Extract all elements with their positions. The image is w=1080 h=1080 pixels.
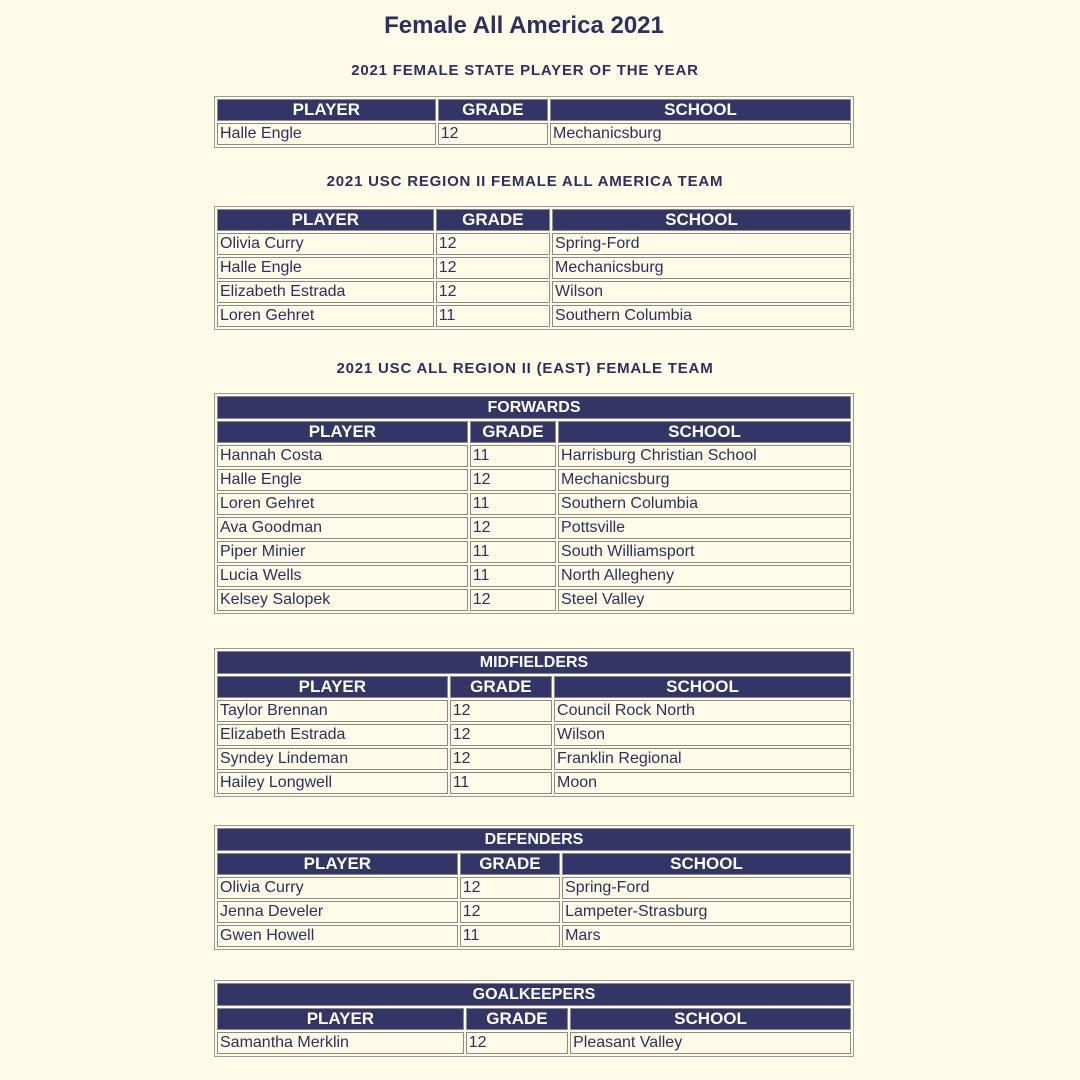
player-cell: Hailey Longwell	[217, 772, 448, 794]
school-cell: Wilson	[552, 281, 851, 303]
table-row	[217, 281, 851, 303]
player-cell: Elizabeth Estrada	[217, 724, 448, 746]
table-row	[217, 257, 851, 279]
school-cell: Southern Columbia	[552, 305, 851, 327]
player-cell: Olivia Curry	[217, 877, 458, 899]
school-cell: Franklin Regional	[554, 748, 851, 770]
school-cell: Mechanicsburg	[550, 123, 851, 145]
group-header-row	[217, 828, 851, 851]
table-row	[217, 925, 851, 947]
grade-cell: 11	[450, 772, 552, 794]
group-title-goalkeepers: GOALKEEPERS	[217, 983, 851, 1006]
school-cell: Moon	[554, 772, 851, 794]
table-row	[217, 700, 851, 722]
table-row	[217, 901, 851, 923]
grade-cell: 11	[470, 493, 556, 515]
player-cell: Gwen Howell	[217, 925, 458, 947]
group-header-row	[217, 983, 851, 1006]
table-row	[217, 305, 851, 327]
column-header-player: PLAYER	[217, 853, 458, 875]
all-america-table	[214, 206, 854, 330]
school-cell: Mars	[562, 925, 851, 947]
column-header-school: SCHOOL	[550, 99, 851, 121]
table-row	[217, 877, 851, 899]
player-cell: Taylor Brennan	[217, 700, 448, 722]
table-row	[217, 772, 851, 794]
grade-cell: 12	[450, 724, 552, 746]
table-row	[217, 493, 851, 515]
grade-cell: 11	[470, 541, 556, 563]
table-header-row	[217, 99, 851, 121]
school-cell: Spring-Ford	[552, 233, 851, 255]
school-cell: Pleasant Valley	[570, 1032, 851, 1054]
page-title: Female All America 2021	[384, 12, 664, 39]
player-cell: Lucia Wells	[217, 565, 468, 587]
section-title-all-america: 2021 USC REGION II FEMALE ALL AMERICA TEAM	[326, 173, 724, 190]
column-header-player: PLAYER	[217, 421, 468, 443]
column-header-grade: GRADE	[450, 676, 552, 698]
grade-cell: 12	[470, 469, 556, 491]
table-row	[217, 1032, 851, 1054]
column-header-school: SCHOOL	[562, 853, 851, 875]
table-header-row	[217, 1008, 851, 1030]
column-header-grade: GRADE	[438, 99, 548, 121]
school-cell: Southern Columbia	[558, 493, 851, 515]
column-header-grade: GRADE	[436, 209, 550, 231]
player-cell: Halle Engle	[217, 123, 436, 145]
grade-cell: 12	[438, 123, 548, 145]
table-row	[217, 123, 851, 145]
grade-cell: 12	[450, 748, 552, 770]
player-cell: Halle Engle	[217, 469, 468, 491]
table-row	[217, 233, 851, 255]
player-cell: Halle Engle	[217, 257, 434, 279]
school-cell: South Williamsport	[558, 541, 851, 563]
school-cell: Spring-Ford	[562, 877, 851, 899]
table-row	[217, 445, 851, 467]
player-of-year-table	[214, 96, 854, 148]
grade-cell: 12	[466, 1032, 568, 1054]
grade-cell: 11	[470, 565, 556, 587]
column-header-player: PLAYER	[217, 676, 448, 698]
school-cell: Steel Valley	[558, 589, 851, 611]
goalkeepers-table	[214, 980, 854, 1057]
grade-cell: 12	[436, 233, 550, 255]
column-header-school: SCHOOL	[570, 1008, 851, 1030]
school-cell: North Allegheny	[558, 565, 851, 587]
school-cell: Mechanicsburg	[558, 469, 851, 491]
table-row	[217, 724, 851, 746]
school-cell: Council Rock North	[554, 700, 851, 722]
grade-cell: 11	[460, 925, 560, 947]
player-cell: Samantha Merklin	[217, 1032, 464, 1054]
grade-cell: 11	[470, 445, 556, 467]
defenders-table	[214, 825, 854, 950]
grade-cell: 12	[436, 281, 550, 303]
grade-cell: 11	[436, 305, 550, 327]
school-cell: Harrisburg Christian School	[558, 445, 851, 467]
group-header-row	[217, 396, 851, 419]
grade-cell: 12	[436, 257, 550, 279]
table-header-row	[217, 209, 851, 231]
school-cell: Wilson	[554, 724, 851, 746]
group-header-row	[217, 651, 851, 674]
table-row	[217, 541, 851, 563]
column-header-school: SCHOOL	[558, 421, 851, 443]
midfielders-table	[214, 648, 854, 797]
school-cell: Mechanicsburg	[552, 257, 851, 279]
column-header-player: PLAYER	[217, 1008, 464, 1030]
player-cell: Hannah Costa	[217, 445, 468, 467]
table-row	[217, 565, 851, 587]
school-cell: Lampeter-Strasburg	[562, 901, 851, 923]
player-cell: Loren Gehret	[217, 305, 434, 327]
column-header-player: PLAYER	[217, 99, 436, 121]
player-cell: Syndey Lindeman	[217, 748, 448, 770]
column-header-grade: GRADE	[460, 853, 560, 875]
table-row	[217, 748, 851, 770]
section-title-player-of-year: 2021 FEMALE STATE PLAYER OF THE YEAR	[351, 62, 699, 79]
table-header-row	[217, 421, 851, 443]
group-title-midfielders: MIDFIELDERS	[217, 651, 851, 674]
grade-cell: 12	[460, 877, 560, 899]
player-cell: Loren Gehret	[217, 493, 468, 515]
school-cell: Pottsville	[558, 517, 851, 539]
section-title-all-region: 2021 USC ALL REGION II (EAST) FEMALE TEAM	[336, 360, 714, 377]
grade-cell: 12	[460, 901, 560, 923]
grade-cell: 12	[450, 700, 552, 722]
forwards-table	[214, 393, 854, 614]
column-header-grade: GRADE	[470, 421, 556, 443]
grade-cell: 12	[470, 589, 556, 611]
group-title-defenders: DEFENDERS	[217, 828, 851, 851]
grade-cell: 12	[470, 517, 556, 539]
player-cell: Piper Minier	[217, 541, 468, 563]
table-row	[217, 469, 851, 491]
player-cell: Olivia Curry	[217, 233, 434, 255]
table-row	[217, 517, 851, 539]
group-title-forwards: FORWARDS	[217, 396, 851, 419]
column-header-player: PLAYER	[217, 209, 434, 231]
player-cell: Elizabeth Estrada	[217, 281, 434, 303]
player-cell: Ava Goodman	[217, 517, 468, 539]
table-row	[217, 589, 851, 611]
column-header-school: SCHOOL	[552, 209, 851, 231]
column-header-school: SCHOOL	[554, 676, 851, 698]
player-cell: Kelsey Salopek	[217, 589, 468, 611]
player-cell: Jenna Develer	[217, 901, 458, 923]
table-header-row	[217, 853, 851, 875]
column-header-grade: GRADE	[466, 1008, 568, 1030]
table-header-row	[217, 676, 851, 698]
